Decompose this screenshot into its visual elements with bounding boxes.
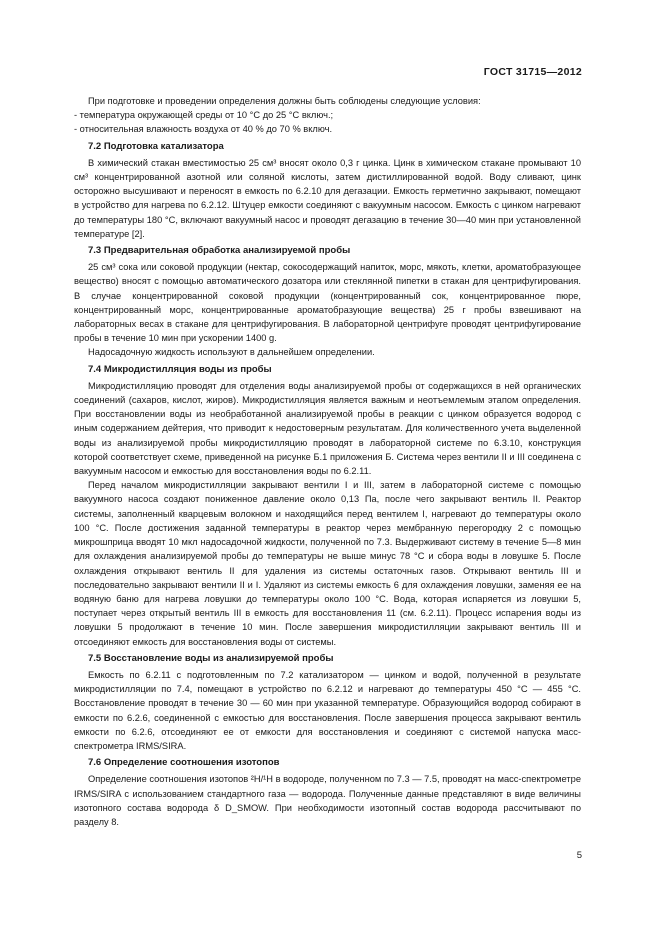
intro-condition-humidity: - относительная влажность воздуха от 40 % до 70 % включ.: [74, 124, 333, 135]
page-content: [74, 94, 581, 829]
section-7-6-paragraph: Определение соотношения изотопов ²H/¹H в водороде, полученном по 7.3 — 7.5, проводят на масс-спектрометре IRMS/SIRA с использованием стандартного газа — водорода. Полученные данные представляют в виде величины изотопного состава водорода δ D_SMOW. При необходимости изотопный состав водорода рассчитывают по разделу 8.: [74, 774, 581, 827]
section-7-4-paragraph-1: Микродистилляцию проводят для отделения воды анализируемой пробы от содержащихся в ней органических соединений (сахаров, кислот, жиров). Микродистилляция является важным и неотъемлемым этапом определения. При восстановлении воды из необработанной анализируемой пробы в реакции с цинком образуется водород с иным содержанием дейтерия, что приводит к недостоверным результатам. Для количественного учета выделенной воды из анализируемой пробы микродистилляцию проводят в лабораторной системе по 6.3.10, конструкция которой соответствует схеме, приведенной на рисунке Б.1 приложения Б. Система через вентили II и III соединена с вакуумным насосом и емкостью для восстановления воды по 6.2.11.: [74, 380, 581, 477]
section-7-3-heading: 7.3 Предварительная обработка анализируемой пробы: [88, 245, 351, 257]
intro-condition-temperature: - температура окружающей среды от 10 °С до 25 °С включ.;: [74, 110, 334, 121]
standard-header: ГОСТ 31715—2012: [483, 66, 582, 78]
section-7-3-paragraph-2: Надосадочную жидкость используют в дальнейшем определении.: [88, 347, 375, 358]
section-7-2-paragraph: В химический стакан вместимостью 25 см³ вносят около 0,3 г цинка. Цинк в химическом стакане промывают 10 см³ концентрированной азотной или соляной кислоты, затем дистиллированной водой. Воду сливают, цинк осторожно высушивают и переносят в емкость по 6.2.10 для дегазации. Емкость герметично закрывают, помещают в устройство для нагрева по 6.2.12. Штуцер емкости соединяют с вакуумным насосом. Емкость с цинком нагревают до температуры 180 °С, включают вакуумный насос и проводят дегазацию в течение 30—40 мин при установленной температуре [2].: [74, 157, 581, 239]
intro-lead: При подготовке и проведении определения должны быть соблюдены следующие условия:: [88, 96, 481, 106]
page-number: 5: [576, 850, 582, 861]
section-7-5-heading: 7.5 Восстановление воды из анализируемой пробы: [88, 652, 334, 664]
section-7-5-paragraph: Емкость по 6.2.11 с подготовленным по 7.2 катализатором — цинком и водой, полученной в результате микродистилляции по 7.4, помещают в устройство по 6.2.12 и нагревают до температуры 450 °С — 455 °С. Восстановление проводят в течение 30 — 60 мин при указанной температуре. Образующийся водород собирают в емкости по 6.2.6, соединенной с емкостью для восстановления. После завершения процесса закрывают вентиль емкости по 6.2.6, отсоединяют ее от емкости для восстановления и соединяют с системой напуска масс-спектрометра IRMS/SIRA.: [74, 669, 581, 751]
section-7-4-paragraph-2: Перед началом микродистилляции закрывают вентили I и III, затем в лабораторной системе с помощью вакуумного насоса создают пониженное давление около 0,13 Па, после чего закрывают вентиль II. Реактор системы, заполненный кварцевым волокном и находящийся перед вентилем I, нагревают до температуры около 100 °С. После достижения заданной температуры в реактор через мембранную перегородку 2 с помощью микрошприца вводят 10 мкл надосадочной жидкости, полученной по 7.3. Выдерживают систему в течение 5—8 мин для охлаждения анализируемой пробы до температуры не выше минус 78 °С и сбора воды в ловушке 5. После охлаждения открывают вентиль II для удаления из системы остаточных газов. Открывают вентиль III и последовательно закрывают вентили II и I. Удаляют из системы емкость 6 для охлаждения ловушки, заменяя ее на водяную баню для нагрева ловушки до температуры около 100 °С. Вода, которая испаряется из ловушки 5, поступает через открытый вентиль III в емкость для восстановления 11 (см. 6.2.11). Процесс испарения воды из ловушки 5 продолжают в течение 10 мин. После завершения микродистилляции закрывают вентиль III и отсоединяют емкость для восстановления воды от системы.: [74, 480, 581, 647]
section-7-4-heading: 7.4 Микродистилляция воды из пробы: [88, 363, 272, 375]
section-7-3-paragraph-1: 25 см³ сока или соковой продукции (нектар, сокосодержащий напиток, морс, мякоть, клетки, ароматобразующее вещество) вносят с помощью автоматического дозатора или стеклянной пипетки в стакан для центрифугирования. В случае концентрированной соковой продукции (концентрированный сок, концентрированное пюре, концентрированный морс, концентрированные ароматобразующие вещества) 25 г пробы взвешивают на лабораторных весах в стакане для центрифугирования. В лабораторной центрифуге проводят центрифугирование пробы в течение 10 мин при ускорении 1400 g.: [74, 262, 581, 344]
section-7-2-heading: 7.2 Подготовка катализатора: [88, 140, 224, 152]
section-7-6-heading: 7.6 Определение соотношения изотопов: [88, 757, 280, 769]
